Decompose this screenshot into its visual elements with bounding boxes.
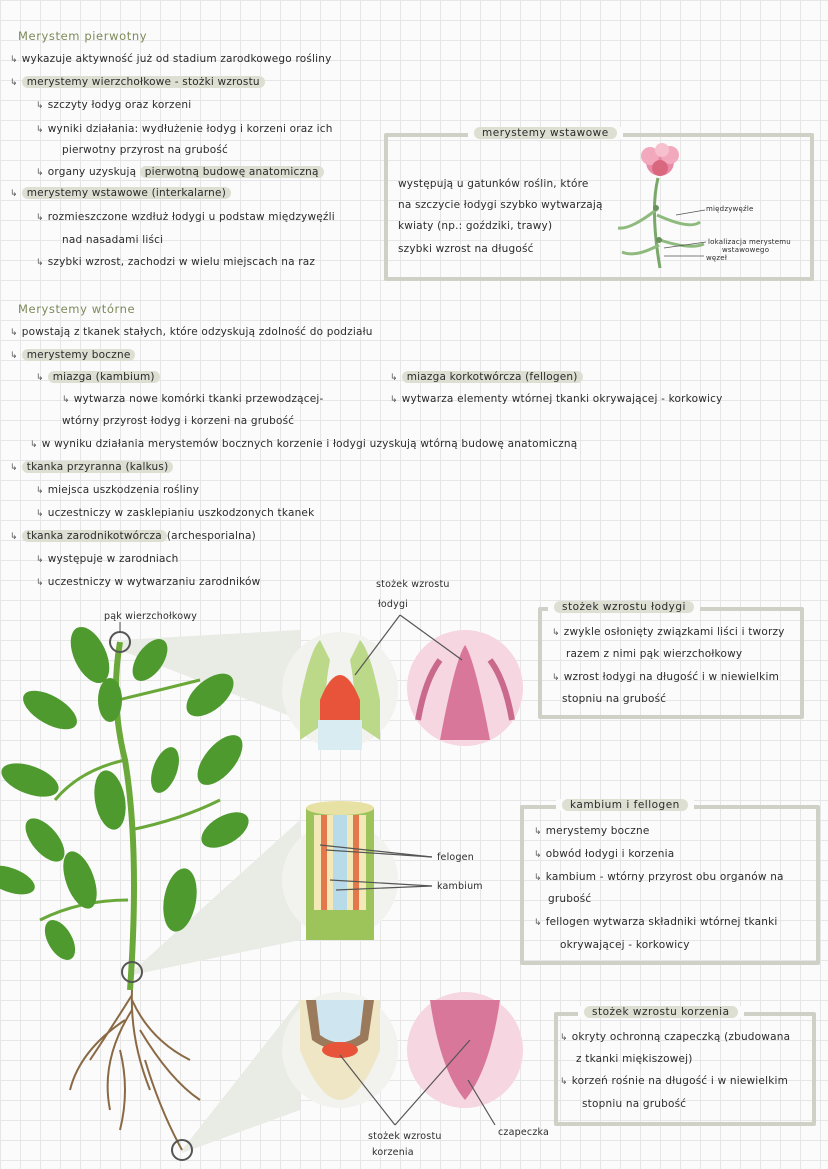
primary-line-7: ↳ rozmieszczone wzdłuż łodygi u podstaw międzywęźli xyxy=(36,211,335,223)
kambium-box-line-6: okrywającej - korkowicy xyxy=(560,939,690,951)
root-box-title: stożek wzrostu korzenia xyxy=(578,1006,744,1018)
bullet-icon: ↳ xyxy=(534,827,542,837)
shoot-box-line-4: stopniu na grubość xyxy=(562,693,667,705)
bullet-icon: ↳ xyxy=(36,578,44,588)
shoot-box-line-1: ↳ zwykle osłonięty związkami liści i tworzy xyxy=(552,626,785,638)
kambium-desc-1: ↳ wytwarza nowe komórki tkanki przewodzącej- xyxy=(62,393,324,405)
secondary-line-1: ↳ powstają z tkanek stałych, które odzyskują zdolność do podziału xyxy=(10,326,373,338)
fellogen-desc: ↳ wytwarza elementy wtórnej tkanki okrywającej - korkowicy xyxy=(390,393,723,405)
bullet-icon: ↳ xyxy=(534,850,542,860)
primary-line-3: ↳ szczyty łodyg oraz korzeni xyxy=(36,99,192,111)
arch-heading: ↳ tkanka zarodnikotwórcza (archesporialna) xyxy=(10,530,256,542)
secondary-line-2: ↳ merystemy boczne xyxy=(10,349,135,363)
bullet-icon: ↳ xyxy=(552,673,560,683)
bullet-icon: ↳ xyxy=(10,78,18,88)
bullet-icon: ↳ xyxy=(10,189,18,199)
primary-line-2: ↳ merystemy wierzchołkowe - stożki wzrostu xyxy=(10,76,265,90)
bullet-icon: ↳ xyxy=(30,440,38,450)
fellogen-heading: ↳ miazga korkotwórcza (fellogen) xyxy=(390,371,583,385)
primary-line-4b: pierwotny przyrost na grubość xyxy=(62,144,229,156)
root-apex-label-1: stożek wzrostu xyxy=(368,1131,442,1142)
kambium-heading: ↳ miazga (kambium) xyxy=(36,371,160,385)
root-zoom-wedge xyxy=(182,1000,300,1153)
bullet-icon: ↳ xyxy=(390,395,398,405)
bullet-icon: ↳ xyxy=(36,509,44,519)
label-location-2: wstawowego xyxy=(722,246,770,254)
bullet-icon: ↳ xyxy=(10,55,18,65)
bullet-icon: ↳ xyxy=(36,486,44,496)
bullet-icon: ↳ xyxy=(534,918,542,928)
kambium-label: kambium xyxy=(437,881,483,892)
bullet-icon: ↳ xyxy=(552,628,560,638)
primary-heading: Merystem pierwotny xyxy=(18,29,148,43)
secondary-heading: Merystemy wtórne xyxy=(18,302,136,316)
kambium-box-line-1: ↳ merystemy boczne xyxy=(534,825,650,837)
kambium-box-line-2: ↳ obwód łodygi i korzenia xyxy=(534,848,675,860)
root-box-line-1: ↳ okryty ochronną czapeczką (zbudowana xyxy=(560,1031,791,1043)
cap-label: czapeczka xyxy=(498,1127,550,1138)
arch-line-1: ↳ występuje w zarodniach xyxy=(36,553,179,565)
bullet-icon: ↳ xyxy=(36,168,44,178)
bullet-icon: ↳ xyxy=(390,373,398,383)
bullet-icon: ↳ xyxy=(36,101,44,111)
kambium-desc-2: wtórny przyrost łodyg i korzeni na grubość xyxy=(62,415,295,427)
interkalarne-text-3: kwiaty (np.: goździki, trawy) xyxy=(398,220,553,232)
interkalarne-box-title: merystemy wstawowe xyxy=(468,127,623,139)
root-box-line-4: stopniu na grubość xyxy=(582,1098,687,1110)
shoot-apex-label-2: łodygi xyxy=(378,599,409,610)
shoot-box-title: stożek wzrostu łodygi xyxy=(548,601,700,613)
interkalarne-text-1: występują u gatunków roślin, które xyxy=(398,178,589,190)
bullet-icon: ↳ xyxy=(10,328,18,338)
fellogen-label: felogen xyxy=(437,852,474,863)
kambium-box-title: kambium i fellogen xyxy=(556,799,694,811)
interkalarne-text-2: na szczycie łodygi szybko wytwarzają xyxy=(398,199,603,211)
bullet-icon: ↳ xyxy=(36,555,44,565)
bullet-icon: ↳ xyxy=(36,258,44,268)
plant-roots xyxy=(70,990,200,1150)
interkalarne-text-4: szybki wzrost na długość xyxy=(398,243,534,255)
bullet-icon: ↳ xyxy=(36,125,44,135)
bullet-icon: ↳ xyxy=(10,532,18,542)
bullet-icon: ↳ xyxy=(560,1033,568,1043)
primary-line-6: ↳ merystemy wstawowe (interkalarne) xyxy=(10,187,231,201)
arch-line-2: ↳ uczestniczy w wytwarzaniu zarodników xyxy=(36,576,261,588)
kambium-box-line-5: ↳ fellogen wytwarza składniki wtórnej tkanki xyxy=(534,916,778,928)
primary-line-4: ↳ wyniki działania: wydłużenie łodyg i korzeni oraz ich xyxy=(36,123,333,135)
root-box-line-3: ↳ korzeń rośnie na długość i w niewielkim xyxy=(560,1075,789,1087)
bullet-icon: ↳ xyxy=(560,1077,568,1087)
label-node: węzeł xyxy=(706,254,728,262)
kalus-line-2: ↳ uczestniczy w zasklepianiu uszkodzonych tkanek xyxy=(36,507,315,519)
root-apex-label-2: korzenia xyxy=(372,1147,414,1158)
kalus-heading: ↳ tkanka przyranna (kalkus) xyxy=(10,461,173,475)
bullet-icon: ↳ xyxy=(10,351,18,361)
primary-line-7b: nad nasadami liści xyxy=(62,234,164,246)
label-location-1: lokalizacja merystemu xyxy=(708,238,791,246)
shoot-box-line-3: ↳ wzrost łodygi na długość i w niewielkim xyxy=(552,671,780,683)
label-internode: międzywęźle xyxy=(706,205,754,213)
shoot-box-line-2: razem z nimi pąk wierzchołkowy xyxy=(566,648,743,660)
bullet-icon: ↳ xyxy=(36,373,44,383)
bullet-icon: ↳ xyxy=(36,213,44,223)
bullet-icon: ↳ xyxy=(62,395,70,405)
primary-line-8: ↳ szybki wzrost, zachodzi w wielu miejscach na raz xyxy=(36,256,316,268)
secondary-result: ↳ w wyniku działania merystemów bocznych korzenie i łodygi uzyskują wtórną budowę anatomiczną xyxy=(30,438,578,450)
root-box-line-2: z tkanki miękiszowej) xyxy=(576,1053,693,1065)
primary-line-5: ↳ organy uzyskują pierwotną budowę anatomiczną xyxy=(36,166,324,180)
primary-line-1: ↳ wykazuje aktywność już od stadium zarodkowego rośliny xyxy=(10,53,332,65)
kambium-box-line-4: grubość xyxy=(548,893,592,905)
bullet-icon: ↳ xyxy=(534,873,542,883)
bullet-icon: ↳ xyxy=(10,463,18,473)
bud-label: pąk wierzchołkowy xyxy=(104,611,198,622)
kambium-box-line-3: ↳ kambium - wtórny przyrost obu organów na xyxy=(534,871,784,883)
shoot-apex-label-1: stożek wzrostu xyxy=(376,579,450,590)
kalus-line-1: ↳ miejsca uszkodzenia rośliny xyxy=(36,484,200,496)
